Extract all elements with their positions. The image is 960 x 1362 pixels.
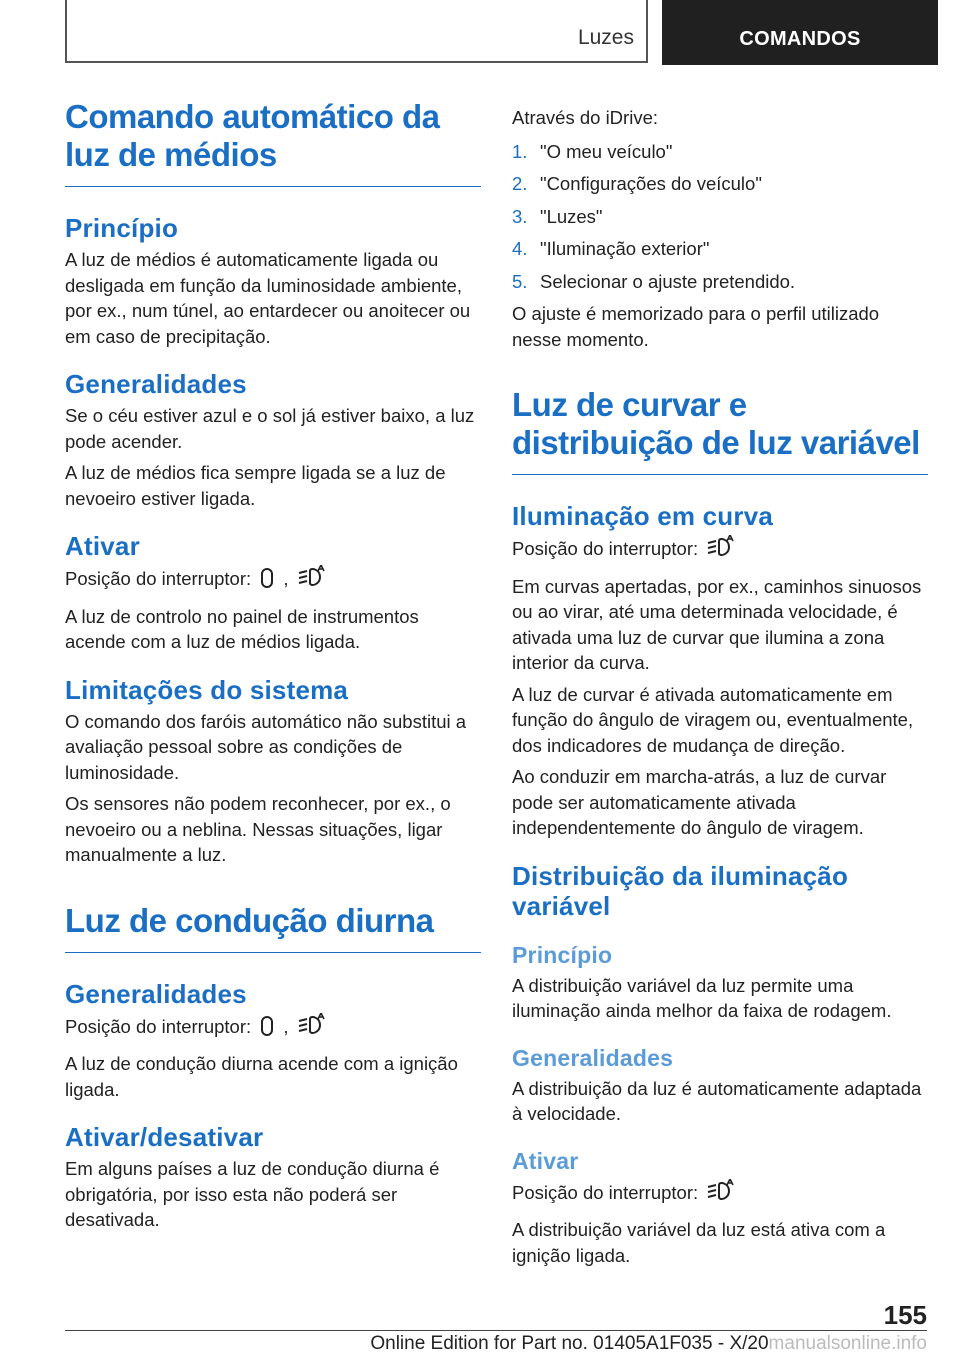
footer-watermark: manualsonline.info — [768, 1333, 927, 1354]
list-item: 2. "Configurações do veículo" — [512, 173, 762, 194]
heading-generalidades-2: Generalidades — [65, 978, 247, 1009]
list-item: 5. Selecionar o ajuste pretendido. — [512, 270, 796, 292]
text-curva-position-label: Posição do interruptor: — [512, 538, 699, 559]
right-column — [512, 105, 928, 1268]
text-dist-position-label: Posição do interruptor: — [512, 1181, 699, 1203]
footer-edition-text: Online Edition for Part no. 01405A1F035 - X/20 — [370, 1333, 769, 1354]
text-ativar-desativar: Em alguns países a luz de condução diurna é obrigatória, por isso esta não poderá ser desativada. — [65, 1158, 440, 1230]
heading-principio: Princípio — [65, 213, 179, 243]
text-gen2-desc: A luz de condução diurna acende com a ignição ligada. — [65, 1053, 458, 1100]
list-item: 3. "Luzes" — [512, 205, 603, 227]
text-limitacoes-1: O comando dos faróis automático não substitui a avaliação pessoal sobre as condições de luminosidade. — [65, 710, 467, 783]
heading-iluminacao-curva: Iluminação em curva — [512, 501, 774, 531]
list-item: 4. "Iluminação exterior" — [512, 238, 710, 259]
page-number: 155 — [883, 1300, 927, 1330]
comma-separator: , — [283, 1015, 289, 1037]
header-section-title: Luzes — [577, 26, 634, 49]
heading-limitacoes: Limitações do sistema — [65, 674, 349, 705]
idrive-steps — [512, 139, 928, 295]
footer-divider — [65, 1330, 927, 1331]
heading-cornering-light: Luz de curvar e distribuição de luz variável — [512, 386, 928, 475]
text-curva-position — [512, 535, 928, 566]
headlight-auto-icon — [298, 1013, 326, 1044]
text-ativar-position-label: Posição do interruptor: — [65, 568, 252, 589]
text-curva-1: Em curvas apertadas, por ex., caminhos sinuosos ou ao virar, até uma determinada velocidade, é ativada uma luz de curvar que ilumina a zona interior da curva. — [512, 575, 922, 673]
headlight-auto-icon — [707, 535, 735, 566]
text-principio: A luz de médios é automaticamente ligada ou desligada em função da luminosidade ambiente, por ex., num túnel, ao entardecer ou anoitecer ou em caso de precipitação. — [65, 249, 471, 347]
light-switch-0-icon — [260, 567, 274, 596]
text-dist-generalidades: A distribuição da luz é automaticamente adaptada à velocidade. — [512, 1077, 922, 1124]
text-dist-ativar: A distribuição variável da luz está ativa com a ignição ligada. — [512, 1219, 886, 1266]
light-switch-0-icon — [260, 1015, 274, 1044]
heading-ativar: Ativar — [65, 531, 140, 561]
text-generalidades-1: Se o céu estiver azul e o sol já estiver baixo, a luz pode acender. — [65, 405, 475, 452]
comma-separator: , — [283, 568, 289, 589]
header-frame — [65, 0, 648, 63]
text-idrive: Através do iDrive: — [512, 107, 658, 128]
heading-daytime-running-light: Luz de condução diurna — [65, 902, 481, 953]
text-curva-3: Ao conduzir em marcha-atrás, a luz de curvar pode ser automaticamente ativada independentemente do ângulo de viragem. — [512, 766, 887, 838]
header-chapter-tab: COMANDOS — [662, 0, 938, 65]
text-dist-principio: A distribuição variável da luz permite uma iluminação ainda melhor da faixa de rodagem. — [512, 974, 892, 1021]
text-generalidades-2: A luz de médios fica sempre ligada se a luz de nevoeiro estiver ligada. — [65, 462, 446, 509]
heading-auto-lowbeam: Comando automático da luz de médios — [65, 98, 481, 187]
heading-dist-ativar: Ativar — [512, 1147, 579, 1174]
left-column — [65, 98, 481, 1233]
footer-edition — [0, 1333, 927, 1355]
text-gen2-position-label: Posição do interruptor: — [65, 1015, 252, 1037]
heading-ativar-desativar: Ativar/desativar — [65, 1122, 264, 1152]
text-memorizado: O ajuste é memorizado para o perfil utilizado nesse momento. — [512, 303, 880, 350]
headlight-auto-icon — [707, 1179, 735, 1210]
heading-distribuicao: Distribuição da iluminação variável — [512, 860, 849, 921]
heading-generalidades: Generalidades — [65, 369, 247, 399]
text-limitacoes-2: Os sensores não podem reconhecer, por ex., o nevoeiro ou a neblina. Nessas situações, ligar manualmente a luz. — [65, 793, 451, 865]
list-item: 1. "O meu veículo" — [512, 140, 673, 162]
heading-dist-principio: Princípio — [512, 941, 613, 968]
text-ativar-desc: A luz de controlo no painel de instrumentos acende com a luz de médios ligada. — [65, 605, 419, 652]
text-curva-2: A luz de curvar é ativada automaticamente em função do ângulo de viragem ou, eventualmente, dos indicadores de mudança de direção. — [512, 683, 914, 756]
text-ativar-position — [65, 565, 481, 596]
text-gen2-position — [65, 1013, 481, 1044]
text-dist-position — [512, 1179, 928, 1210]
heading-dist-generalidades: Generalidades — [512, 1044, 674, 1071]
headlight-auto-icon — [298, 565, 326, 596]
